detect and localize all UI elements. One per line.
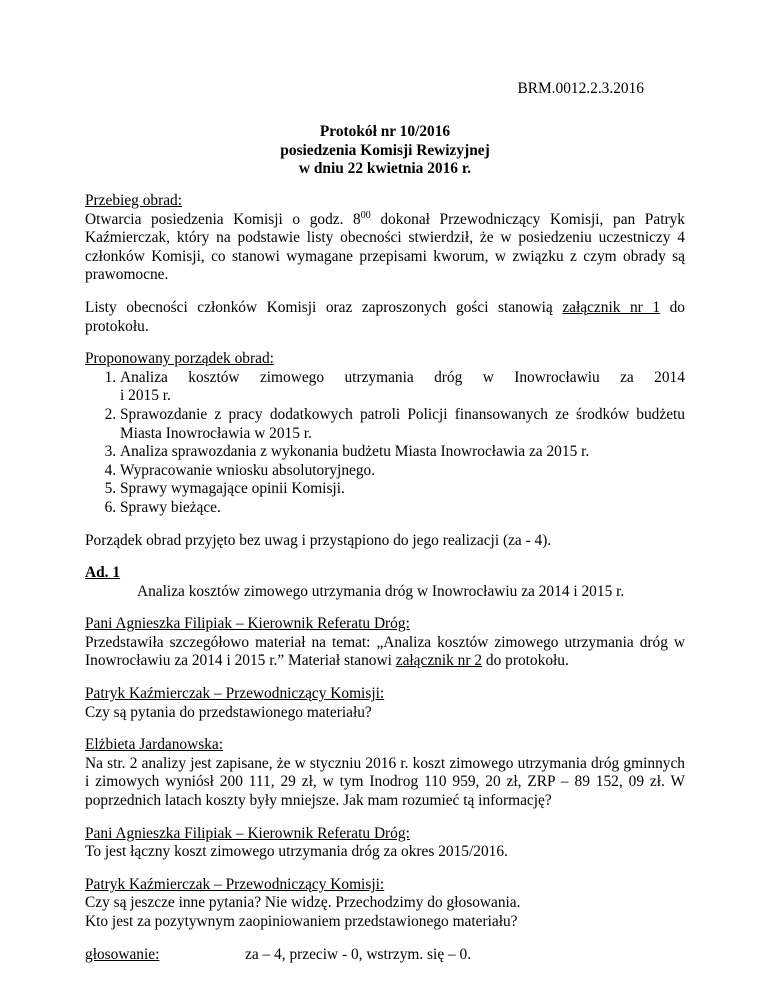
speaker-filipiak-1: Pani Agnieszka Filipiak – Kierownik Referatu Dróg: (85, 615, 410, 633)
statement-kazmierczak-2-line-2: Kto jest za pozytywnym zaopiniowaniem przedstawionego materiału? (85, 913, 518, 930)
title-line-3: w dniu 22 kwietnia 2016 r. (298, 160, 472, 178)
speaker-jardanowska: Elżbieta Jardanowska: (85, 736, 224, 754)
speaker-kazmierczak-1: Patryk Kaźmierczak – Przewodniczący Komisji: (85, 685, 385, 703)
agenda-word: utrzymania (344, 368, 414, 386)
agenda-item-1 (120, 369, 685, 406)
przebieg-text-post: dokonał Przewodniczący Komisji, pan Patryk Kaźmierczak, który na podstawie listy obecności stwierdził, że w posiedzeniu uczestniczy 4 członków Komisji, co stanowi wymagane przepisami kworum, w związku z czym obrady są prawomocne. (85, 210, 685, 284)
przebieg-text-pre: Otwarcia posiedzenia Komisji o godz. 8 (85, 210, 361, 228)
statement-kazmierczak-2-line-1: Czy są jeszcze inne pytania? Nie widzę. Przechodzimy do głosowania. (85, 894, 521, 912)
agenda-accepted: Porządek obrad przyjęto bez uwag i przystąpiono do jego realizacji (za - 4). (85, 531, 552, 549)
agenda-word: Inowrocławiu (514, 368, 600, 386)
agenda-list (85, 369, 685, 518)
agenda-item-3: 3. Analiza sprawozdania z wykonania budżetu Miasta Inowrocławia za 2015 r. (120, 443, 685, 462)
listy-text-pre: Listy obecności członków Komisji oraz zaproszonych gości stanowią (85, 298, 563, 316)
agenda-item-1-cont: i 2015 r. (120, 387, 171, 405)
agenda-word: dróg (434, 368, 463, 386)
listy-paragraph (85, 299, 685, 336)
agenda-item-1-line (120, 369, 685, 388)
attachment-2-reference: załącznik nr 2 (395, 652, 483, 670)
statement-filipiak-1-pre: Przedstawiła szczegółowo materiał na temat: „Analiza kosztów zimowego utrzymania dróg w Inowrocławiu za 2014 i 2015 r.” Materiał stanowi (85, 633, 685, 670)
przebieg-paragraph (85, 211, 685, 285)
agenda-item-2: 2. Sprawozdanie z pracy dodatkowych patroli Policji finansowanych ze środków budżetu Miasta Inowrocławia w 2015 r. (120, 406, 685, 443)
agenda-word: zimowego (259, 368, 325, 386)
statement-kazmierczak-1: Czy są pytania do przedstawionego materiału? (85, 703, 372, 721)
agenda-item-5: 5. Sprawy wymagające opinii Komisji. (120, 480, 685, 499)
vote-label: głosowanie: (85, 945, 160, 963)
agenda-heading: Proponowany porządek obrad: (85, 350, 274, 368)
statement-filipiak-1 (85, 634, 685, 671)
speaker-filipiak-2: Pani Agnieszka Filipiak – Kierownik Referatu Dróg: (85, 824, 410, 842)
agenda-word: za (620, 368, 634, 386)
document-title (85, 123, 685, 179)
ad1-title: Analiza kosztów zimowego utrzymania dróg w Inowrocławiu za 2014 i 2015 r. (137, 582, 625, 600)
agenda-word: kosztów (188, 368, 240, 386)
speaker-kazmierczak-2: Patryk Kaźmierczak – Przewodniczący Komisji: (85, 875, 385, 893)
statement-jardanowska: Na str. 2 analizy jest zapisane, że w styczniu 2016 r. koszt zimowego utrzymania dróg gminnych i zimowych wyniósł 200 111, 29 zł, w tym Inodrog 110 959, 20 zł, ZRP – 89 152, 09 zł. W poprzednich latach koszty były mniejsze. Jak mam rozumieć tą informację? (85, 754, 685, 810)
statement-filipiak-1-post: do protokołu. (482, 652, 569, 670)
statement-filipiak-2: To jest łączny koszt zimowego utrzymania dróg za okres 2015/2016. (85, 843, 508, 861)
vote-row (85, 946, 685, 965)
vote-result: za – 4, przeciw - 0, wstrzym. się – 0. (245, 945, 472, 963)
przebieg-heading: Przebieg obrad: (85, 192, 183, 209)
reference-number: BRM.0012.2.3.2016 (517, 80, 644, 97)
agenda-item-4: 4. Wypracowanie wniosku absolutoryjnego. (120, 462, 685, 481)
agenda-word: 1. Analiza (120, 368, 168, 386)
title-line-2: posiedzenia Komisji Rewizyjnej (280, 141, 490, 159)
title-line-1: Protokół nr 10/2016 (319, 123, 451, 140)
hour-superscript: 00 (360, 209, 371, 221)
agenda-item-6: 6. Sprawy bieżące. (120, 499, 685, 518)
document-body (85, 192, 685, 964)
agenda-word: w (482, 368, 494, 386)
agenda-word: 2014 (654, 368, 685, 386)
ad1-label: Ad. 1 (85, 564, 121, 582)
attachment-1-reference: załącznik nr 1 (562, 298, 661, 316)
listy-text-post: do protokołu. (85, 298, 685, 335)
